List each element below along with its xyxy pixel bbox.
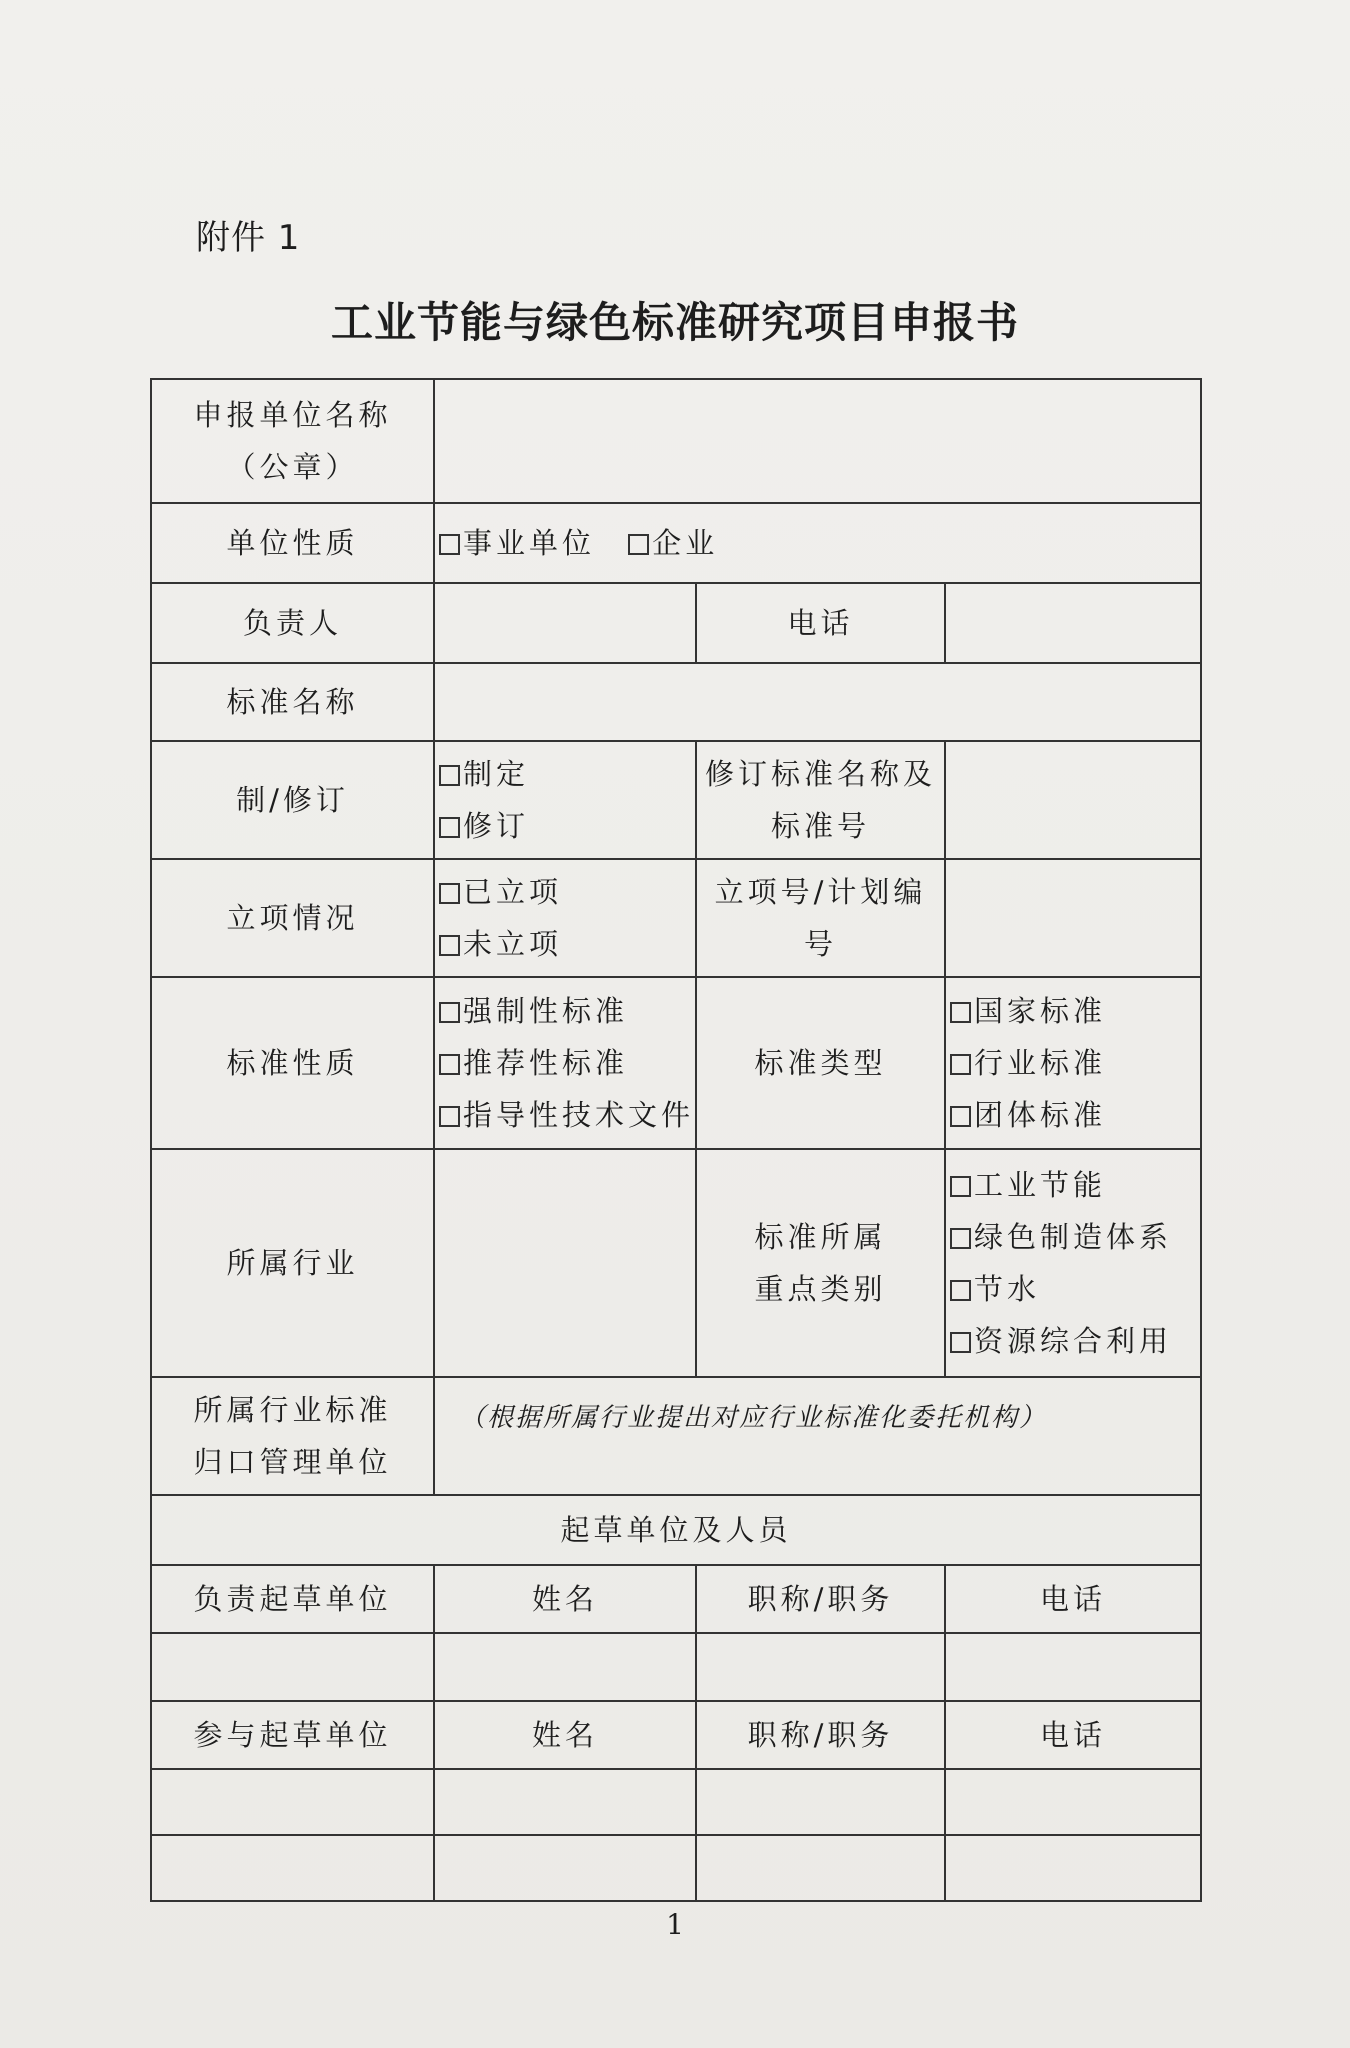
participant-title-cell[interactable] [696, 1769, 945, 1835]
row-standard-nature [151, 977, 1201, 1149]
participant-name-cell[interactable] [434, 1835, 696, 1901]
checkbox-icon [950, 1228, 971, 1249]
standard-name-label: 标准名称 [151, 663, 434, 741]
checkbox-icon [950, 1332, 971, 1353]
plan-number-label: 立项号/计划编号 [696, 859, 945, 977]
key-category-label: 标准所属 重点类别 [696, 1149, 945, 1377]
participant-phone-cell[interactable] [945, 1835, 1201, 1901]
checkbox-icon [439, 817, 460, 838]
checkbox-icon [950, 1054, 971, 1075]
lead-phone-cell[interactable] [945, 1633, 1201, 1701]
participant-phone-cell[interactable] [945, 1769, 1201, 1835]
std-type-option-national[interactable]: 国家标准 [950, 985, 1194, 1037]
row-authority [151, 1377, 1201, 1495]
std-type-options [945, 977, 1201, 1149]
plan-number-field[interactable] [945, 859, 1201, 977]
leader-field[interactable] [434, 583, 696, 663]
std-nature-option-guidance[interactable]: 指导性技术文件 [439, 1089, 689, 1141]
drafters-header: 起草单位及人员 [151, 1495, 1201, 1565]
authority-field[interactable]: （根据所属行业提出对应行业标准化委托机构） [434, 1377, 1201, 1495]
lead-name-cell[interactable] [434, 1633, 696, 1701]
checkbox-icon [439, 534, 460, 555]
industry-field[interactable] [434, 1149, 696, 1377]
approval-label: 立项情况 [151, 859, 434, 977]
participant-unit-cell[interactable] [151, 1769, 434, 1835]
phone-column-header: 电话 [945, 1701, 1201, 1769]
checkbox-icon [439, 1106, 460, 1127]
nature-options [434, 503, 1201, 583]
std-type-option-group[interactable]: 团体标准 [950, 1089, 1194, 1141]
participant-unit-cell[interactable] [151, 1835, 434, 1901]
checkbox-icon [628, 534, 649, 555]
phone-field[interactable] [945, 583, 1201, 663]
row-standard-name [151, 663, 1201, 741]
revision-option-revise[interactable]: 修订 [439, 800, 689, 852]
page-number: 1 [666, 1908, 684, 1941]
participant-entry-row [151, 1769, 1201, 1835]
approval-options [434, 859, 696, 977]
nature-option-enterprise[interactable]: 企业 [628, 517, 718, 569]
key-category-option-water[interactable]: 节水 [950, 1263, 1194, 1315]
phone-column-header: 电话 [945, 1565, 1201, 1633]
checkbox-icon [950, 1002, 971, 1023]
std-nature-options [434, 977, 696, 1149]
checkbox-icon [439, 883, 460, 904]
row-industry [151, 1149, 1201, 1377]
row-drafters-header [151, 1495, 1201, 1565]
row-leader [151, 583, 1201, 663]
checkbox-icon [439, 1054, 460, 1075]
checkbox-icon [950, 1176, 971, 1197]
key-category-option-energy[interactable]: 工业节能 [950, 1159, 1194, 1211]
name-column-header: 姓名 [434, 1701, 696, 1769]
revised-name-label: 修订标准名称及 标准号 [696, 741, 945, 859]
authority-label: 所属行业标准 归口管理单位 [151, 1377, 434, 1495]
checkbox-icon [439, 1002, 460, 1023]
leader-label: 负责人 [151, 583, 434, 663]
row-lead-drafter-header [151, 1565, 1201, 1633]
page-title: 工业节能与绿色标准研究项目申报书 [330, 298, 1019, 347]
applicant-field[interactable] [434, 379, 1201, 503]
key-category-option-resource[interactable]: 资源综合利用 [950, 1315, 1194, 1367]
std-nature-option-recommended[interactable]: 推荐性标准 [439, 1037, 689, 1089]
row-participant-header [151, 1701, 1201, 1769]
std-type-option-industry[interactable]: 行业标准 [950, 1037, 1194, 1089]
participant-drafter-label: 参与起草单位 [151, 1701, 434, 1769]
phone-label: 电话 [696, 583, 945, 663]
lead-title-cell[interactable] [696, 1633, 945, 1701]
std-nature-option-mandatory[interactable]: 强制性标准 [439, 985, 689, 1037]
checkbox-icon [950, 1280, 971, 1301]
lead-drafter-label: 负责起草单位 [151, 1565, 434, 1633]
revision-option-draft[interactable]: 制定 [439, 748, 689, 800]
participant-title-cell[interactable] [696, 1835, 945, 1901]
title-column-header: 职称/职务 [696, 1701, 945, 1769]
participant-name-cell[interactable] [434, 1769, 696, 1835]
row-approval [151, 859, 1201, 977]
checkbox-icon [950, 1106, 971, 1127]
std-nature-label: 标准性质 [151, 977, 434, 1149]
lead-drafter-entry-row [151, 1633, 1201, 1701]
title-column-header: 职称/职务 [696, 1565, 945, 1633]
nature-label: 单位性质 [151, 503, 434, 583]
participant-entry-row [151, 1835, 1201, 1901]
industry-label: 所属行业 [151, 1149, 434, 1377]
checkbox-icon [439, 935, 460, 956]
approval-option-not-approved[interactable]: 未立项 [439, 918, 689, 970]
standard-name-field[interactable] [434, 663, 1201, 741]
key-category-options [945, 1149, 1201, 1377]
revision-options [434, 741, 696, 859]
row-revision [151, 741, 1201, 859]
application-form-table [150, 378, 1202, 1902]
revised-name-field[interactable] [945, 741, 1201, 859]
name-column-header: 姓名 [434, 1565, 696, 1633]
lead-unit-cell[interactable] [151, 1633, 434, 1701]
key-category-option-green[interactable]: 绿色制造体系 [950, 1211, 1194, 1263]
row-nature [151, 503, 1201, 583]
attachment-label: 附件 1 [196, 218, 301, 258]
row-applicant [151, 379, 1201, 503]
approval-option-approved[interactable]: 已立项 [439, 866, 689, 918]
revision-label: 制/修订 [151, 741, 434, 859]
std-type-label: 标准类型 [696, 977, 945, 1149]
checkbox-icon [439, 765, 460, 786]
applicant-label: 申报单位名称 （公章） [151, 379, 434, 503]
nature-option-public[interactable]: 事业单位 [439, 517, 595, 569]
